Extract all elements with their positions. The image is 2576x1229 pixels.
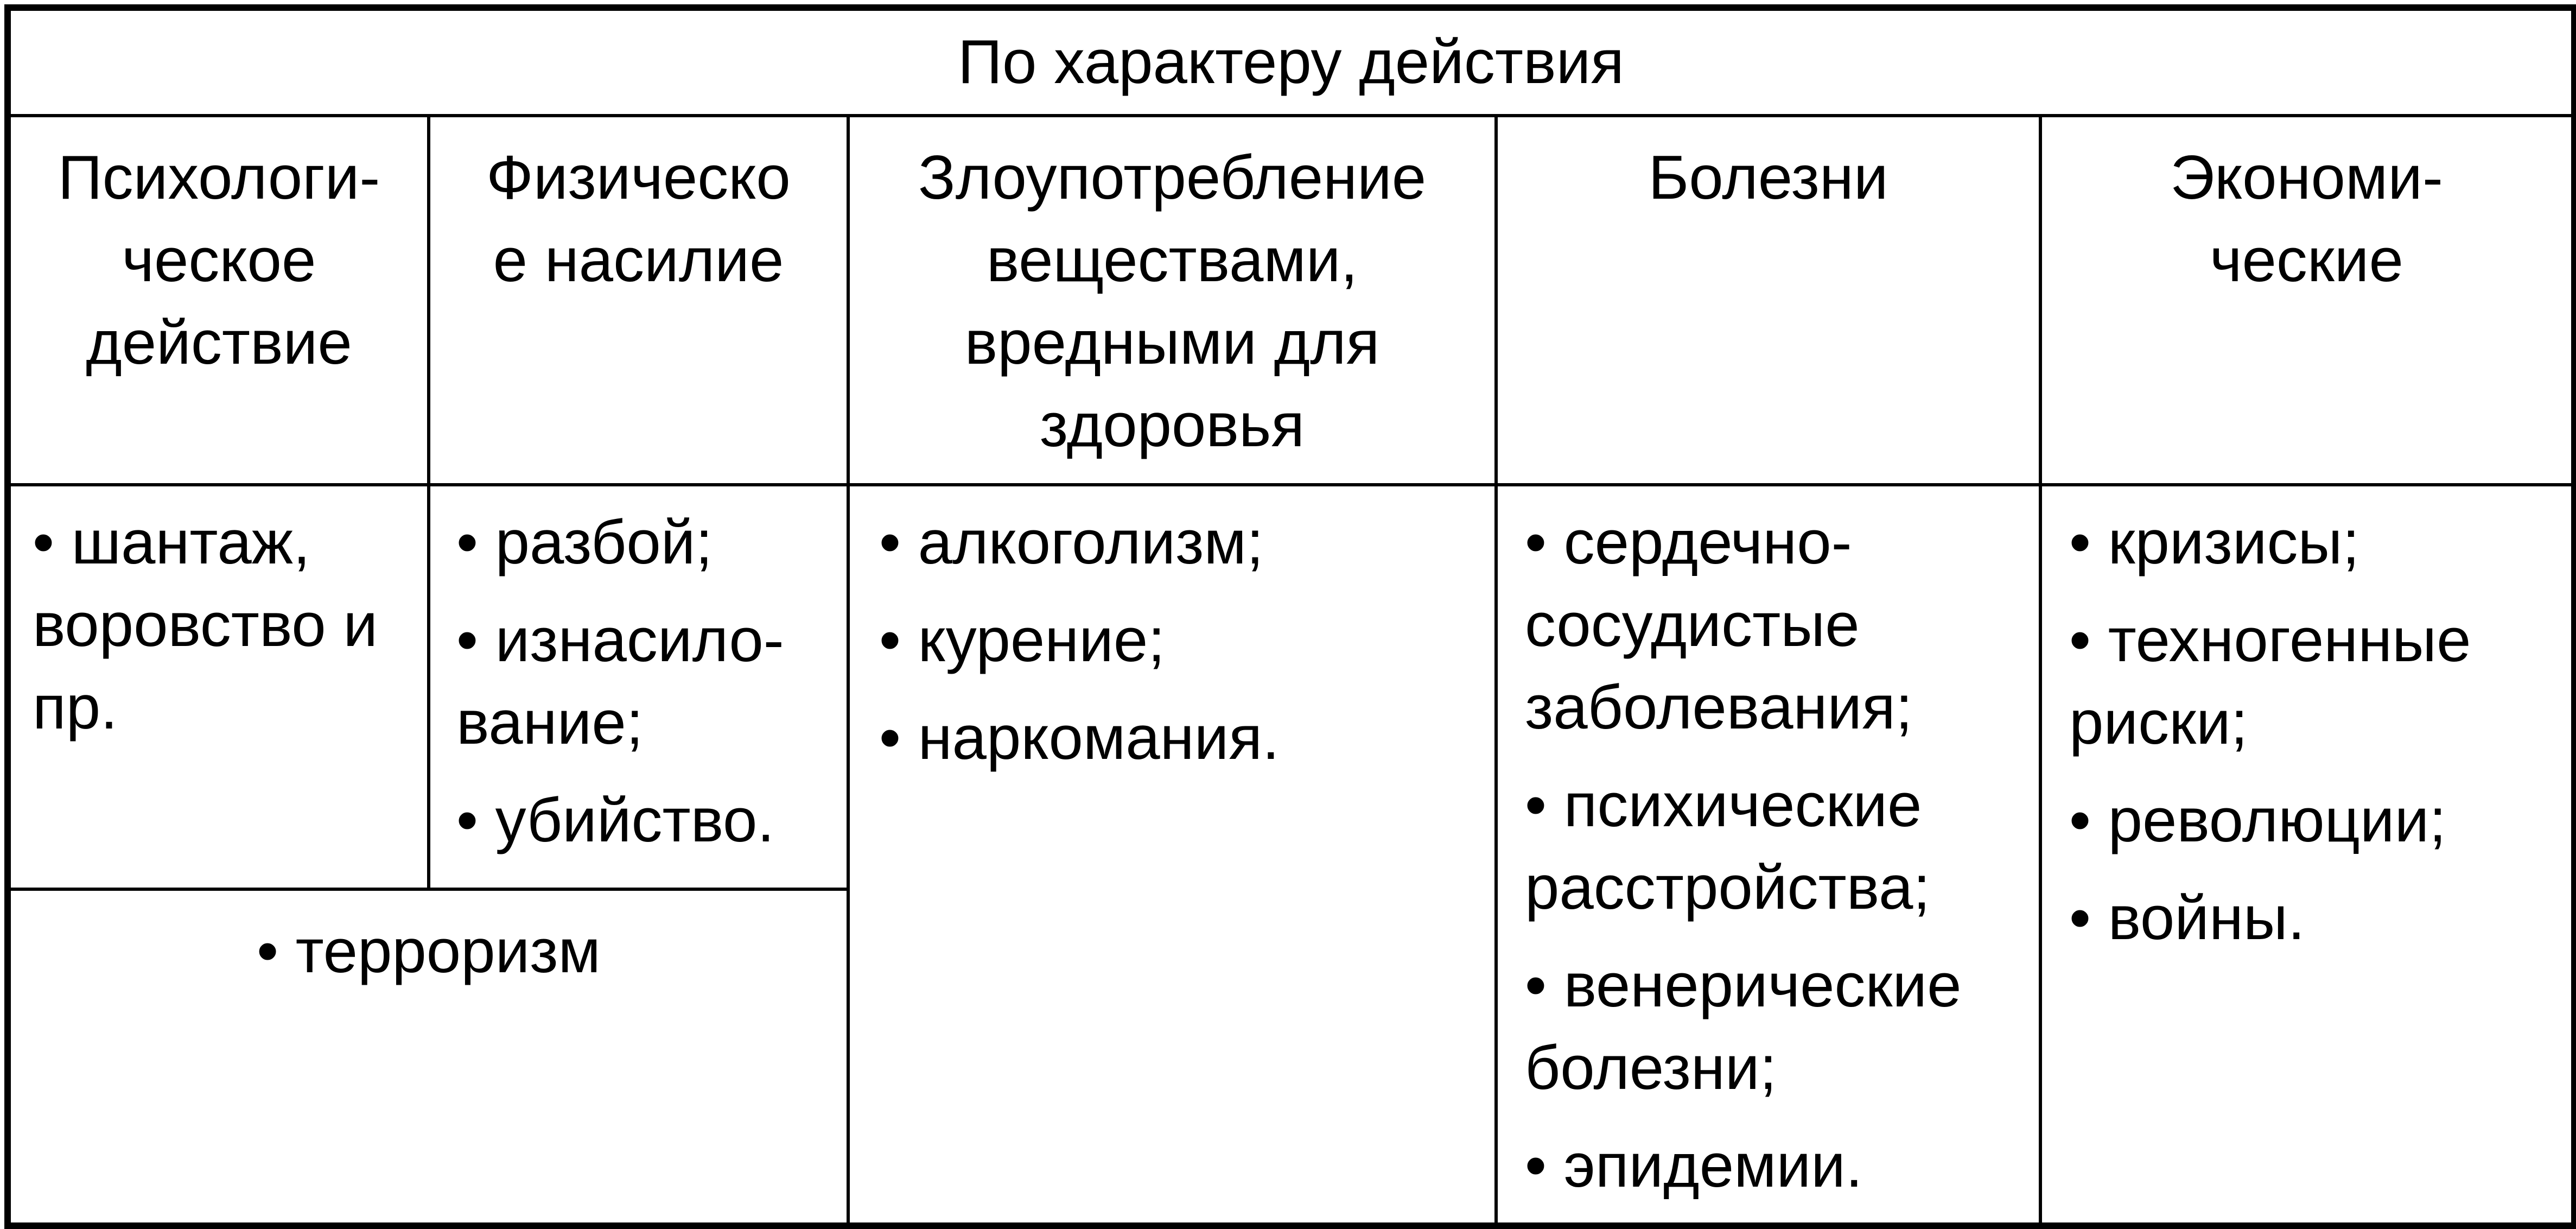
header-diseases: Болезни (1496, 116, 2040, 485)
classification-table (4, 4, 2576, 1229)
header-substance-abuse: Злоупотребление веществами, вредными для здоровья (848, 116, 1496, 485)
table-title: По характеру действия (8, 8, 2574, 116)
list-item: • убийство. (456, 780, 836, 862)
list-item: • шантаж, воровство и пр. (33, 502, 416, 749)
list-item: • революции; (2069, 780, 2560, 862)
cell-economic (2040, 485, 2574, 1226)
list-item: • терроризм (257, 910, 601, 993)
list-item: • эпидемии. (1525, 1125, 2028, 1207)
cell-substance-abuse (848, 485, 1496, 1226)
list-item: • наркомания. (879, 697, 1484, 780)
cell-diseases (1496, 485, 2040, 1226)
items-row (8, 485, 2574, 889)
header-psychological: Психологи- ческое действие (8, 116, 429, 485)
list-item: • курение; (879, 599, 1484, 682)
list-item: • кризисы; (2069, 502, 2560, 584)
list-item: • разбой; (456, 502, 836, 584)
title-row (8, 8, 2574, 116)
list-item: • венерические болезни; (1525, 945, 2028, 1110)
header-row (8, 116, 2574, 485)
cell-psychological (8, 485, 429, 889)
header-economic: Экономи- ческие (2040, 116, 2574, 485)
list-item: • психические расстройства; (1525, 764, 2028, 929)
list-item: • изнасило- вание; (456, 599, 836, 764)
list-item: • войны. (2069, 877, 2560, 960)
list-item: • алкоголизм; (879, 502, 1484, 584)
list-item: • сердечно- сосудистые заболевания; (1525, 502, 2028, 749)
cell-terrorism (8, 889, 848, 1226)
list-item: • техногенные риски; (2069, 599, 2560, 764)
header-physical-violence: Физическо е насилие (429, 116, 848, 485)
cell-physical-violence (429, 485, 848, 889)
